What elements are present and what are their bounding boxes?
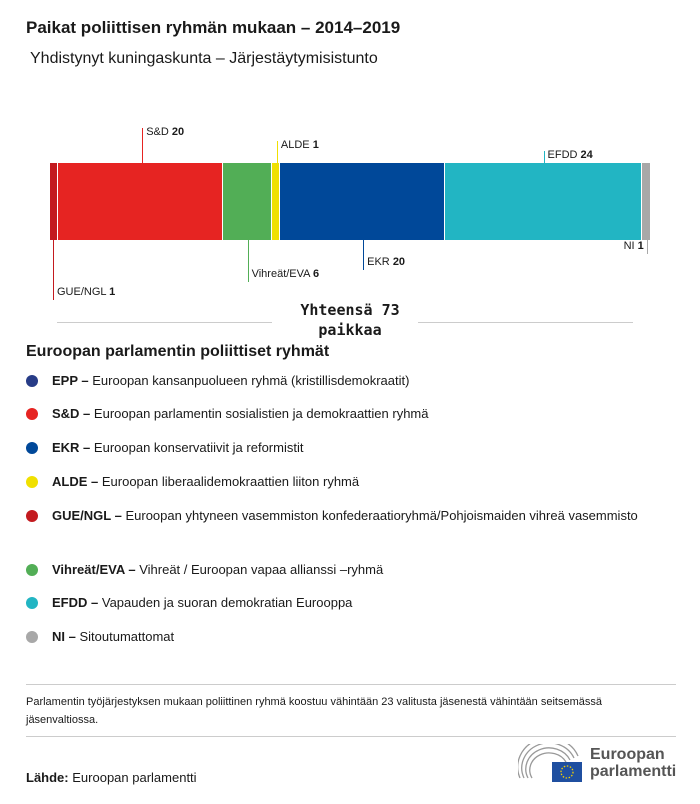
legend-abbr: NI –	[52, 629, 76, 644]
legend-desc: Sitoutumattomat	[79, 629, 175, 644]
data-label-value: 20	[392, 256, 406, 268]
chart-subtitle: Yhdistynyt kuningaskunta – Järjestäytymisistunto	[30, 50, 378, 67]
leader-line	[277, 141, 278, 163]
legend-abbr: GUE/NGL –	[52, 508, 122, 523]
bar-segment-sd	[58, 163, 221, 240]
legend-dot-icon	[26, 408, 38, 420]
legend-dot-icon	[26, 442, 38, 454]
data-label	[548, 149, 593, 161]
data-label-name: ALDE	[280, 139, 313, 151]
leader-line	[248, 240, 249, 282]
legend-item	[26, 507, 646, 525]
legend-dot-icon	[26, 564, 38, 576]
data-label	[252, 268, 319, 280]
data-label	[146, 126, 184, 138]
legend-desc: Euroopan yhtyneen vasemmiston konfederaatioryhmä/Pohjoismaiden vihreä vasemmisto	[125, 508, 638, 523]
data-label	[57, 286, 115, 298]
divider-left	[57, 322, 272, 323]
legend-dot-icon	[26, 476, 38, 488]
legend-desc: Euroopan kansanpuolueen ryhmä (kristillisdemokraatit)	[92, 373, 410, 388]
bar-segment-ekr	[280, 163, 443, 240]
legend-abbr: ALDE –	[52, 474, 99, 489]
data-label-value: 20	[171, 126, 185, 138]
ep-logo	[518, 744, 676, 782]
leader-line	[363, 240, 364, 270]
legend-desc: Vapauden ja suoran demokratian Eurooppa	[101, 595, 353, 610]
bar-segment-guengl	[50, 163, 57, 240]
legend-text	[52, 507, 638, 525]
legend-text	[52, 473, 359, 491]
data-label	[624, 240, 644, 252]
data-label	[281, 139, 319, 151]
source-label: Lähde:	[26, 770, 69, 785]
data-label	[367, 256, 405, 268]
legend-item	[26, 405, 646, 423]
legend-item	[26, 473, 646, 491]
legend-text	[52, 628, 174, 646]
legend-dot-icon	[26, 631, 38, 643]
legend-item	[26, 594, 646, 612]
legend-text	[52, 594, 352, 612]
leader-line	[544, 151, 545, 163]
source	[26, 770, 197, 785]
legend-text	[52, 439, 303, 457]
divider-right	[418, 322, 633, 323]
data-label-value: 1	[312, 139, 319, 151]
legend-desc: Euroopan parlamentin sosialistien ja demokraattien ryhmä	[93, 406, 429, 421]
legend-item	[26, 439, 646, 457]
data-label-value: 24	[580, 149, 593, 161]
legend-desc: Vihreät / Euroopan vapaa allianssi –ryhmä	[139, 562, 384, 577]
legend-abbr: Vihreät/EVA –	[52, 562, 136, 577]
legend-abbr: EKR –	[52, 440, 91, 455]
leader-line	[142, 128, 143, 163]
divider	[26, 684, 676, 685]
legend-item	[26, 628, 646, 646]
data-label-name: EFDD	[547, 149, 581, 161]
bar-segment-ni	[642, 163, 650, 240]
chart-title: Paikat poliittisen ryhmän mukaan – 2014–2019	[26, 18, 401, 37]
legend-dot-icon	[26, 510, 38, 522]
logo-text-line1: Euroopan	[590, 746, 665, 763]
data-label-value: 1	[109, 286, 116, 298]
total-seats-label: Yhteensä 73 paikkaa	[300, 301, 400, 339]
legend-item	[26, 372, 646, 390]
legend-text	[52, 561, 383, 579]
data-label-value: 6	[312, 268, 320, 280]
legend-abbr: EPP –	[52, 373, 89, 388]
data-label-name: S&D	[146, 126, 172, 138]
legend-abbr: EFDD –	[52, 595, 99, 610]
divider	[26, 736, 676, 737]
legend-dot-icon	[26, 597, 38, 609]
data-label-name: EKR	[367, 256, 393, 268]
stacked-bar-chart	[0, 120, 700, 300]
bar-segment-vihreteva	[223, 163, 271, 240]
footnote: Parlamentin työjärjestyksen mukaan poliittinen ryhmä koostuu vähintään 23 valitusta jäsenestä vähintään seitsemässä jäsenvaltiossa.	[26, 696, 602, 726]
legend-item	[26, 561, 646, 579]
data-label-name: GUE/NGL	[57, 286, 110, 298]
bar-segment-efdd	[445, 163, 641, 240]
legend-text	[52, 405, 429, 423]
legend-desc: Euroopan liberaalidemokraattien liiton ryhmä	[101, 474, 360, 489]
leader-line	[647, 240, 648, 254]
legend-text	[52, 372, 409, 390]
hemicycle-logo-icon	[518, 744, 582, 782]
data-label-name: NI	[623, 240, 638, 252]
legend-title: Euroopan parlamentin poliittiset ryhmät	[26, 343, 330, 360]
data-label-name: Vihreät/EVA	[251, 268, 313, 280]
data-label-value: 1	[637, 240, 644, 252]
legend-abbr: S&D –	[52, 406, 91, 421]
leader-line	[53, 240, 54, 300]
source-value: Euroopan parlamentti	[72, 770, 197, 785]
legend-desc: Euroopan konservatiivit ja reformistit	[93, 440, 304, 455]
legend-dot-icon	[26, 375, 38, 387]
bar-segment-alde	[272, 163, 279, 240]
logo-text-line2: parlamentti	[590, 763, 677, 780]
